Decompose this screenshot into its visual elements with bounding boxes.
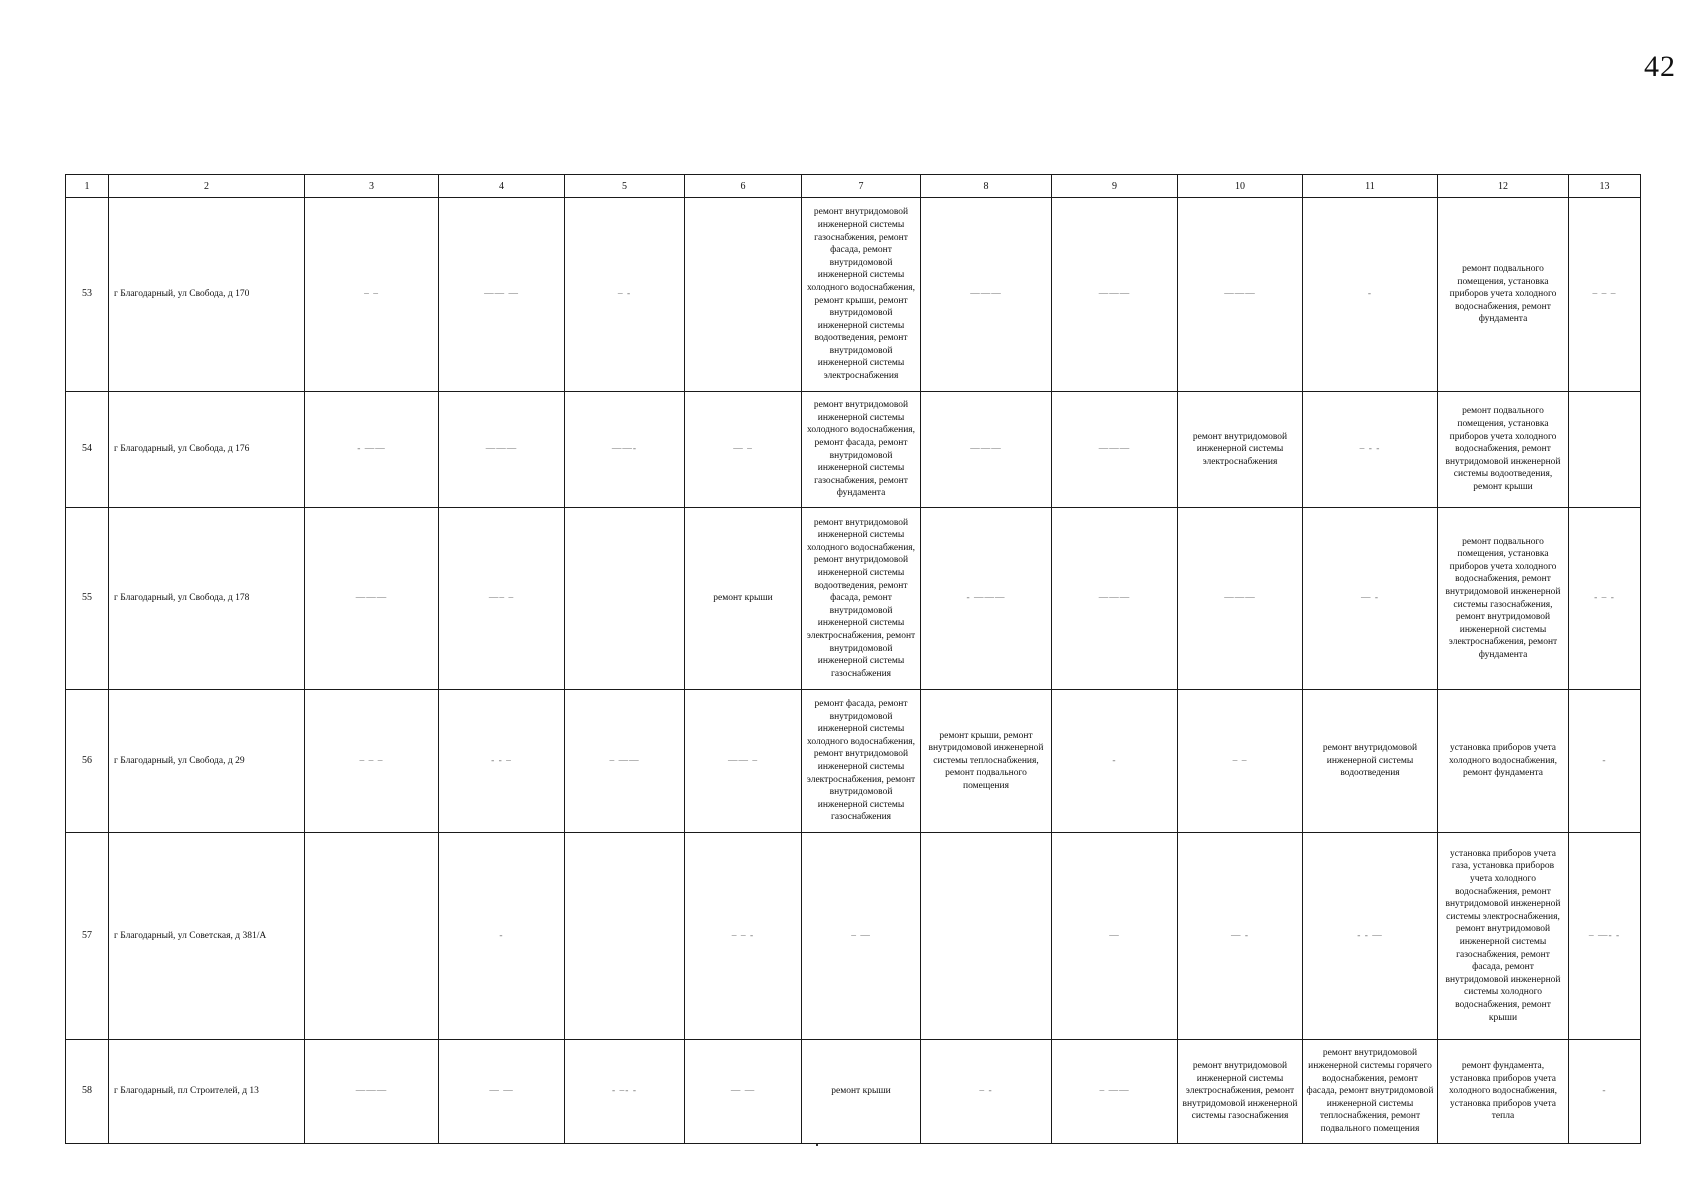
table-cell: ———	[305, 508, 439, 690]
table-cell: — —	[439, 1040, 565, 1144]
column-header: 11	[1303, 175, 1438, 198]
table-row	[66, 690, 1641, 833]
scan-speck	[816, 1144, 818, 1146]
table-cell: ———	[1052, 198, 1178, 392]
column-header: 8	[921, 175, 1052, 198]
table-cell: ремонт внутридомовой инженерной системы газоснабжения, ремонт фасада, ремонт внутридомовой инженерной системы холодного водоснабжения, ремонт крыши, ремонт внутридомовой инженерной системы водоотведения, ремонт внутридомовой инженерной системы электроснабжения	[802, 198, 921, 392]
table-cell: ремонт крыши	[802, 1040, 921, 1144]
table-cell: ———	[1052, 508, 1178, 690]
table-cell: установка приборов учета газа, установка приборов учета холодного водоснабжения, ремонт внутридомовой инженерной системы электроснабжения, ремонт внутридомовой инженерной системы газоснабжения, ремонт фасада, ремонт внутридомовой инженерной системы холодного водоснабжения, ремонт крыши	[1438, 833, 1569, 1040]
column-header: 13	[1569, 175, 1641, 198]
table-cell	[565, 508, 685, 690]
table-cell: ———	[921, 392, 1052, 508]
table-cell: ———	[1052, 392, 1178, 508]
table-row	[66, 508, 1641, 690]
table-cell: ремонт внутридомовой инженерной системы электроснабжения	[1178, 392, 1303, 508]
table-cell: - –- -	[565, 1040, 685, 1144]
row-number: 54	[66, 392, 109, 508]
row-number: 56	[66, 690, 109, 833]
page-number: 42	[1644, 50, 1676, 83]
table-cell: установка приборов учета холодного водоснабжения, ремонт фундамента	[1438, 690, 1569, 833]
table-cell: ремонт внутридомовой инженерной системы холодного водоснабжения, ремонт фасада, ремонт внутридомовой инженерной системы газоснабжения, ремонт фундамента	[802, 392, 921, 508]
table-cell: ——-	[565, 392, 685, 508]
column-header: 12	[1438, 175, 1569, 198]
table-cell: - – -	[1569, 508, 1641, 690]
table-cell: — —	[685, 1040, 802, 1144]
column-header: 5	[565, 175, 685, 198]
table-cell: -	[439, 833, 565, 1040]
table-cell: ремонт внутридомовой инженерной системы холодного водоснабжения, ремонт внутридомовой инженерной системы водоотведения, ремонт фасада, ремонт внутридомовой инженерной системы электроснабжения, ремонт внутридомовой инженерной системы газоснабжения	[802, 508, 921, 690]
column-header: 7	[802, 175, 921, 198]
table-cell: – –	[305, 198, 439, 392]
table-cell: — -	[1178, 833, 1303, 1040]
address-cell: г Благодарный, ул Свобода, д 176	[109, 392, 305, 508]
address-cell: г Благодарный, ул Советская, д 381/А	[109, 833, 305, 1040]
table-cell: – ——	[565, 690, 685, 833]
table-row	[66, 392, 1641, 508]
table-row	[66, 198, 1641, 392]
table-cell: ремонт внутридомовой инженерной системы электроснабжения, ремонт внутридомовой инженерной системы газоснабжения	[1178, 1040, 1303, 1144]
column-header: 6	[685, 175, 802, 198]
column-header: 9	[1052, 175, 1178, 198]
table-cell: — -	[1303, 508, 1438, 690]
table-cell: ремонт внутридомовой инженерной системы горячего водоснабжения, ремонт фасада, ремонт внутридомовой инженерной системы теплоснабжения, ремонт подвального помещения	[1303, 1040, 1438, 1144]
column-header: 1	[66, 175, 109, 198]
table-cell: -	[1569, 690, 1641, 833]
address-cell: г Благодарный, пл Строителей, д 13	[109, 1040, 305, 1144]
table-cell: —— –	[685, 690, 802, 833]
address-cell: г Благодарный, ул Свобода, д 170	[109, 198, 305, 392]
table-cell: – – -	[685, 833, 802, 1040]
table-cell: —	[1052, 833, 1178, 1040]
table-row	[66, 1040, 1641, 1144]
column-header: 10	[1178, 175, 1303, 198]
column-number-row	[66, 175, 1641, 198]
table-cell: ремонт фасада, ремонт внутридомовой инженерной системы холодного водоснабжения, ремонт внутридомовой инженерной системы электроснабжения, ремонт внутридомовой инженерной системы газоснабжения	[802, 690, 921, 833]
table-cell: ремонт подвального помещения, установка приборов учета холодного водоснабжения, ремонт внутридомовой инженерной системы газоснабжения, ремонт внутридомовой инженерной системы электроснабжения, ремонт фундамента	[1438, 508, 1569, 690]
table-cell: ремонт подвального помещения, установка приборов учета холодного водоснабжения, ремонт внутридомовой инженерной системы водоотведения, ремонт крыши	[1438, 392, 1569, 508]
table-cell: ремонт крыши	[685, 508, 802, 690]
table-cell: ремонт подвального помещения, установка приборов учета холодного водоснабжения, ремонт фундамента	[1438, 198, 1569, 392]
column-header: 4	[439, 175, 565, 198]
table-cell: – -	[921, 1040, 1052, 1144]
table-cell	[305, 833, 439, 1040]
table-row	[66, 833, 1641, 1040]
table-cell: - - —	[1303, 833, 1438, 1040]
table-cell: - ——	[305, 392, 439, 508]
row-number: 53	[66, 198, 109, 392]
table-cell: -	[1303, 198, 1438, 392]
table-cell: — –	[685, 392, 802, 508]
column-header: 2	[109, 175, 305, 198]
table-cell: – –	[1178, 690, 1303, 833]
address-cell: г Благодарный, ул Свобода, д 178	[109, 508, 305, 690]
table-cell: – —- -	[1569, 833, 1641, 1040]
table-cell	[921, 833, 1052, 1040]
row-number: 55	[66, 508, 109, 690]
address-cell: г Благодарный, ул Свобода, д 29	[109, 690, 305, 833]
table-cell: – - -	[1303, 392, 1438, 508]
table-cell: —— —	[439, 198, 565, 392]
table-cell: – – –	[1569, 198, 1641, 392]
table-cell: -	[1052, 690, 1178, 833]
table-cell: – – –	[305, 690, 439, 833]
table-cell: ———	[1178, 198, 1303, 392]
table-cell	[1569, 392, 1641, 508]
table-cell: —– –	[439, 508, 565, 690]
table-cell: – -	[565, 198, 685, 392]
row-number: 57	[66, 833, 109, 1040]
table-cell: -	[1569, 1040, 1641, 1144]
table-cell	[565, 833, 685, 1040]
table-cell	[685, 198, 802, 392]
repair-program-table	[65, 174, 1641, 1144]
table-cell: ———	[439, 392, 565, 508]
table-cell: - ———	[921, 508, 1052, 690]
column-header: 3	[305, 175, 439, 198]
row-number: 58	[66, 1040, 109, 1144]
table-cell: ремонт внутридомовой инженерной системы водоотведения	[1303, 690, 1438, 833]
table-cell: – —	[802, 833, 921, 1040]
table-cell: ———	[305, 1040, 439, 1144]
table-cell: - - –	[439, 690, 565, 833]
table-cell: ———	[1178, 508, 1303, 690]
table-cell: ремонт фундамента, установка приборов учета холодного водоснабжения, установка приборов учета тепла	[1438, 1040, 1569, 1144]
table-cell: ремонт крыши, ремонт внутридомовой инженерной системы теплоснабжения, ремонт подвального помещения	[921, 690, 1052, 833]
table-cell: – ——	[1052, 1040, 1178, 1144]
table-cell: ———	[921, 198, 1052, 392]
